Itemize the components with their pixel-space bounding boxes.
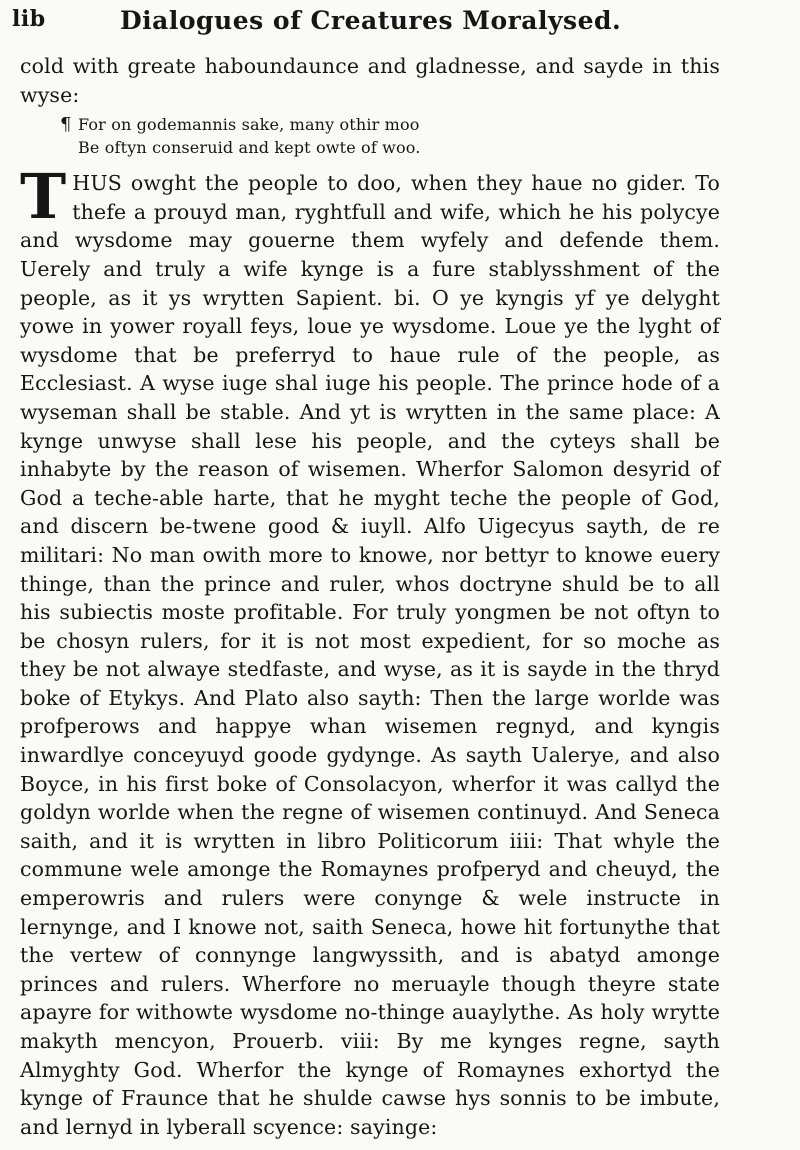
intro-line-2: wyse: bbox=[20, 82, 80, 107]
body-text bbox=[20, 52, 720, 1141]
pilcrow-icon: ¶ bbox=[60, 114, 72, 136]
main-paragraph bbox=[20, 160, 720, 1141]
running-title: Dialogues of Creatures Moralysed. bbox=[120, 6, 622, 35]
paragraph-text: HUS owght the people to doo, when they haue no gider. To thefe a prouyd man, ryghtfull and wife, which he his polycye and wysdome may gouerne them wyfely and defende them. Uerely and truly a wife kynge is a fure stablysshment of the people, as it ys wrytten Sapient. bi. O ye kyngis yf ye delyght yowe in yower royall feys, loue ye wysdome. Loue ye the lyght of wysdome that be preferryd to haue rule of the people, as Ecclesiast. A wyse iuge shal iuge his people. The prince hode of a wyseman shall be stable. And yt is wrytten in the same place: A kynge unwyse shall lese his people, and the cyteys shall be inhabyte by the reason of wisemen. Wherfor Salomon desyrid of God a teche-able harte, that he myght teche the people of God, and discern be-twene good & iuyll. Alfo Uigecyus sayth, de re militari: No man owith more to knowe, nor bettyr to knowe euery thinge, than the prince and ruler, whos doctryne shuld be to all his subiectis moste profitable. For truly yongmen be not oftyn to be chosyn rulers, for it is not most expedient, for so moche as they be not alwaye stedfaste, and wyse, as it is sayde in the thryd boke of Etykys. And Plato also sayth: Then the large worlde was profperows and happye whan wisemen regnyd, and kyngis inwardlye conceyuyd goode gydynge. As sayth Ualerye, and also Boyce, in his first boke of Consolacyon, wherfor it was callyd the goldyn worlde when the regne of wisemen continuyd. And Seneca saith, and it is wrytten in libro Politicorum iiii: That whyle the commune wele amonge the Romaynes profperyd and cheuyd, the emperowris and rulers were conynge & wele instructe in lernynge, and I knowe not, saith Seneca, howe hit fortunythe that the vertew of connynge langwyssith, and is abatyd amonge princes and rulers. Wherfore no meruayle though theyre state apayre for withowte wysdome no-thinge auaylythe. As holy wrytte makyth mencyon, Prouerb. viii: By me kynges regne, sayth Almyghty God. Wherfor the kynge of Romaynes exhortyd the kynge of Fraunce that he shulde cawse hys sonnis to be imbute, and lernyd in lyberall scyence: sayinge: bbox=[20, 171, 720, 1139]
drop-cap: T bbox=[20, 160, 67, 234]
page-number: lib bbox=[12, 6, 46, 32]
running-head bbox=[12, 6, 690, 40]
verse-couplet bbox=[20, 113, 720, 159]
intro-line-1: cold with greate haboundaunce and gladnesse, and sayde in this bbox=[20, 54, 720, 78]
verse-line-1: For on godemannis sake, many othir moo bbox=[78, 115, 420, 135]
verse-line-2: Be oftyn conseruid and kept owte of woo. bbox=[78, 138, 421, 158]
